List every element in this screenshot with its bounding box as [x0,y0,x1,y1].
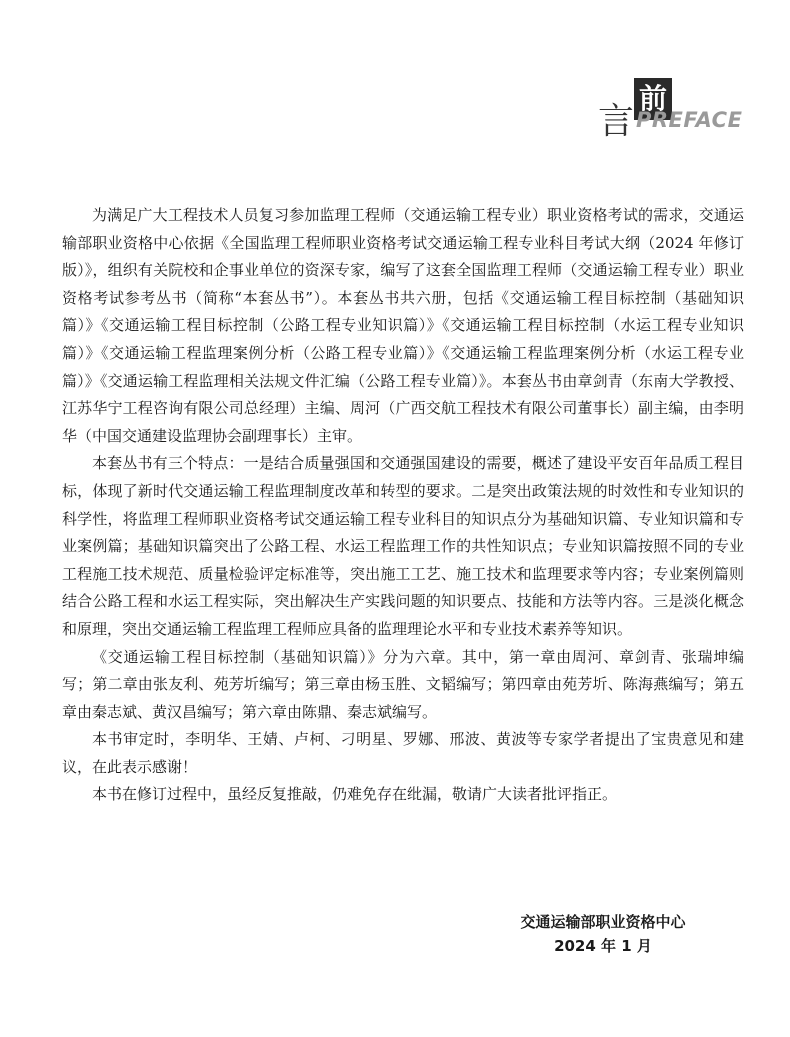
paragraph-3: 《交通运输工程目标控制（基础知识篇）》分为六章。其中，第一章由周河、章剑青、张瑞坤编写；第二章由张友利、苑芳圻编写；第三章由杨玉胜、文韬编写；第四章由苑芳圻、陈海燕编写；第五章由秦志斌、黄汉昌编写；第六章由陈鼎、秦志斌编写。 [62,647,744,721]
paragraph-4: 本书审定时，李明华、王婧、卢柯、刁明星、罗娜、邢波、黄波等专家学者提出了宝贵意见和建议，在此表示感谢！ [62,730,744,776]
signature-org: 交通运输部职业资格中心 [520,913,686,931]
heading-preface-word: PREFACE [636,108,743,132]
paragraph-1: 为满足广大工程技术人员复习参加监理工程师（交通运输工程专业）职业资格考试的需求，交通运输部职业资格中心依据《全国监理工程师职业资格考试交通运输工程专业科目考试大纲（2024 年修订版）》，组织有关院校和企事业单位的资深专家，编写了这套全国监理工程师（交通运输工程专业）职业资格考试参考丛书（简称“本套丛书”）。本套丛书共六册，包括《交通运输工程目标控制（基础知识篇）》《交通运输工程目标控制（公路工程专业知识篇）》《交通运输工程目标控制（水运工程专业知识篇）》《交通运输工程监理案例分析（公路工程专业篇）》《交通运输工程监理案例分析（水运工程专业篇）》《交通运输工程监理相关法规文件汇编（公路工程专业篇）》。本套丛书由章剑青（东南大学教授、江苏华宁工程咨询有限公司总经理）主编、周河（广西交航工程技术有限公司董事长）副主编，由李明华（中国交通建设监理协会副理事长）主审。 [62,206,744,445]
paragraph-5: 本书在修订过程中，虽经反复推敲，仍难免存在纰漏，敬请广大读者批评指正。 [92,785,618,804]
paragraph-2: 本套丛书有三个特点：一是结合质量强国和交通强国建设的需要，概述了建设平安百年品质工程目标，体现了新时代交通运输工程监理制度改革和转型的要求。二是突出政策法规的时效性和专业知识的科学性，将监理工程师职业资格考试交通运输工程专业科目的知识点分为基础知识篇、专业知识篇和专业案例篇；基础知识篇突出了公路工程、水运工程监理工作的共性知识点；专业知识篇按照不同的专业工程施工技术规范、质量检验评定标准等，突出施工工艺、施工技术和监理要求等内容；专业案例篇则结合公路工程和水运工程实际，突出解决生产实践问题的知识要点、技能和方法等内容。三是淡化概念和原理，突出交通运输工程监理工程师应具备的监理理论水平和专业技术素养等知识。 [62,454,744,638]
heading-char-yan: 言 [598,101,635,142]
signature-block [403,910,703,958]
heading-char-qian: 前 [634,78,672,120]
signature-date: 2024 年 1 月 [554,937,652,955]
preface-heading [598,78,748,142]
preface-body [62,202,744,809]
